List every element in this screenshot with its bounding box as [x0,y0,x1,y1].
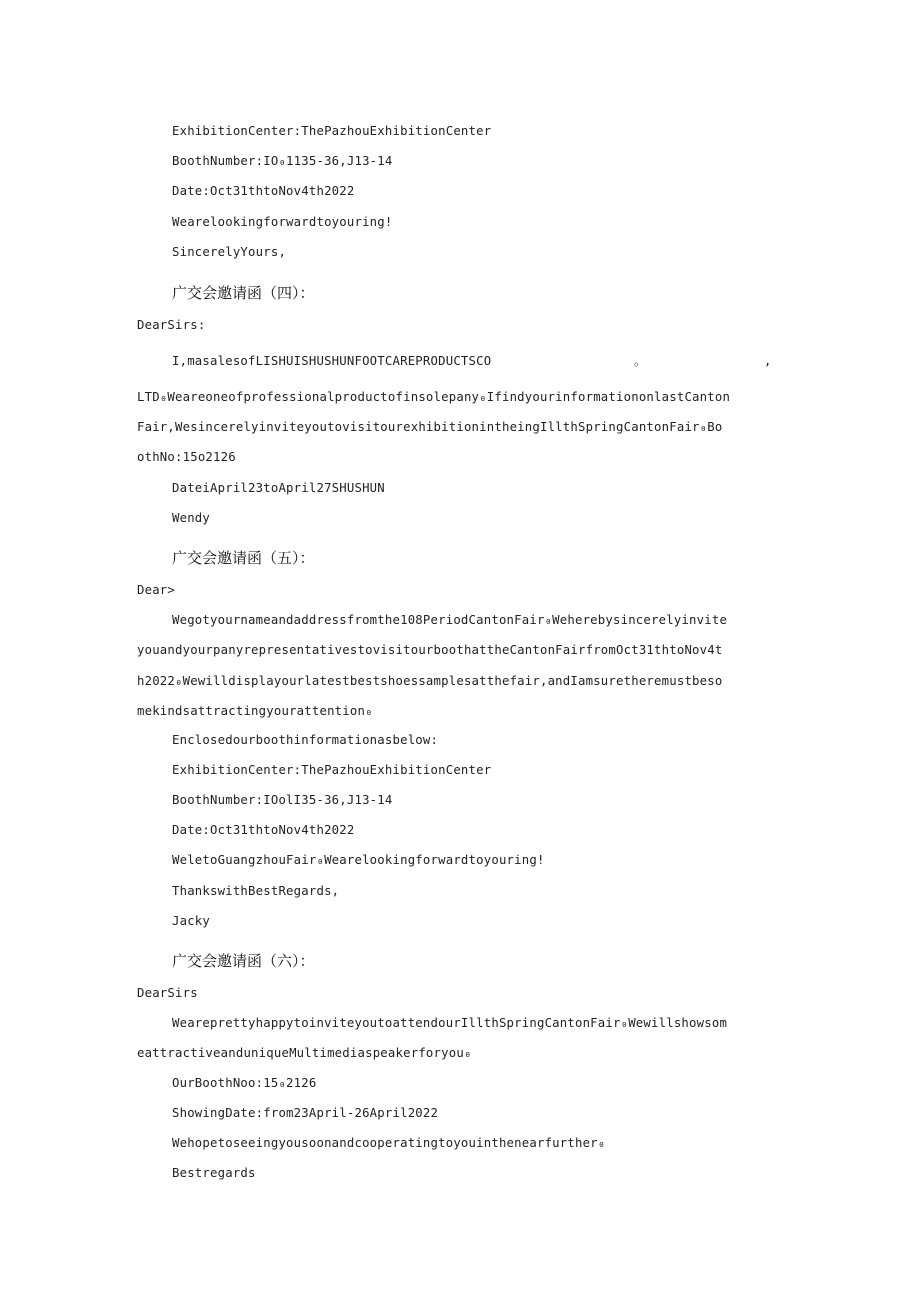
letter5-enclosed: Enclosedourboothinformationasbelow: [172,733,439,747]
letter5-booth-number: BoothNumber:IOolI35-36,J13-14 [172,793,393,807]
letter5-heading: 广交会邀请函（五）： [172,549,315,567]
letter6-heading: 广交会邀请函（六）： [172,952,315,970]
letter5-line3: h2022₀Wewilldisplayourlatestbestshoessamplesatthefair,andIamsuretheremustbeso [137,674,723,688]
date-line: Date:Oct31thtoNov4th2022 [172,184,355,198]
letter4-line1-comma: , [764,354,772,368]
letter5-salutation: Dear> [137,583,176,597]
signoff-line: SincerelyYours, [172,245,287,259]
closing-line: Wearelookingforwardtoyouring! [172,215,393,229]
letter4-line2: LTD₀Weareoneofprofessionalproductofinsolepany₀IfindyourinformationonlastCanton [137,390,731,404]
letter6-salutation: DearSirs [137,986,198,1000]
letter4-line3: Fair,WesincerelyinviteyoutovisitourexhibitionintheingIllthSpringCantonFair₀Bo [137,420,723,434]
letter5-line4: mekindsattractingyourattention₀ [137,704,373,718]
exhibition-center-line: ExhibitionCenter:ThePazhouExhibitionCenter [172,124,492,138]
letter4-heading: 广交会邀请函（四）： [172,284,315,302]
letter6-line1: WeareprettyhappytoinviteyoutoattendourIllthSpringCantonFair₀Wewillshowsom [172,1016,728,1030]
letter6-showing-date: ShowingDate:from23April-26April2022 [172,1106,439,1120]
letter6-hope: Wehopetoseeingyousoonandcooperatingtoyouinthenearfurther₀ [172,1136,606,1150]
letter5-welcome: WeletoGuangzhouFair₀Wearelookingforwardtoyouring! [172,853,545,867]
booth-number-line: BoothNumber:IO₀1135-36,J13-14 [172,154,393,168]
letter4-date: DateiApril23toApril27SHUSHUN [172,481,385,495]
letter5-line1: Wegotyournameandaddressfromthe108PeriodCantonFair₀Weherebysincerelyinvite [172,613,728,627]
letter5-exhibition-center: ExhibitionCenter:ThePazhouExhibitionCenter [172,763,492,777]
letter4-signature: Wendy [172,511,211,525]
letter4-line4: othNo:15o2126 [137,450,236,464]
letter5-line2: youandyourpanyrepresentativestovisitourboothattheCantonFairfromOct31thtoNov4t [137,643,723,657]
letter5-signoff: ThankswithBestRegards, [172,884,340,898]
letter6-booth: OurBoothNoo:15₀2126 [172,1076,317,1090]
letter4-salutation: DearSirs: [137,318,206,332]
letter4-line1: I,masalesofLISHUISHUSHUNFOOTCAREPRODUCTSCO [172,354,492,368]
letter6-signoff: Bestregards [172,1166,256,1180]
letter5-date: Date:Oct31thtoNov4th2022 [172,823,355,837]
letter6-line2: eattractiveanduniqueMultimediaspeakerforyou₀ [137,1046,472,1060]
letter5-signature: Jacky [172,914,211,928]
letter4-line1-mark: 。 [634,354,647,368]
